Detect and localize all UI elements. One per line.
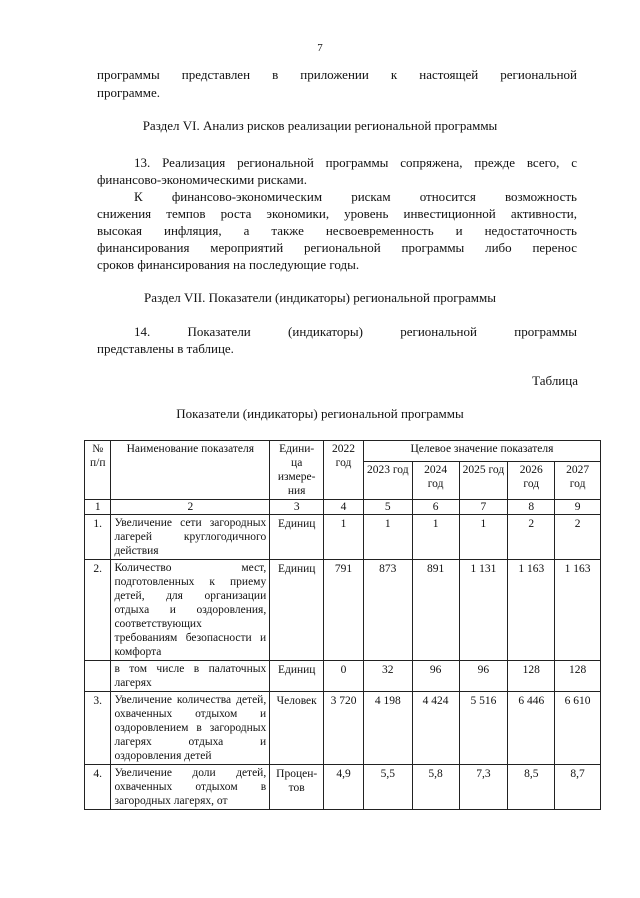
row-value: 7,3	[459, 765, 508, 810]
row-value: 1	[363, 515, 412, 560]
row-name: Увеличение количества детей, охваченных отдыхом и оздоровлением в загородных лагерях отдыха и оздоровления детей	[111, 692, 270, 765]
row-unit: Единиц	[270, 515, 324, 560]
column-index: 7	[459, 500, 508, 515]
header-num: № п/п	[85, 441, 111, 500]
row-name: Увеличение доли детей, охваченных отдыхом в загородных лагерях, от	[111, 765, 270, 810]
column-index: 1	[85, 500, 111, 515]
row-value: 96	[459, 661, 508, 692]
column-index: 8	[508, 500, 555, 515]
row-value: 0	[324, 661, 364, 692]
table-row	[85, 692, 601, 765]
column-index-row	[85, 500, 601, 515]
row-value: 6 446	[508, 692, 555, 765]
row-value: 1	[412, 515, 459, 560]
risk-line-2: снижения темпов роста экономики, уровень инвестиционной активности,	[97, 206, 577, 221]
row-num: 4.	[85, 765, 111, 810]
row-value: 5,8	[412, 765, 459, 810]
row-name: Увеличение сети загородных лагерей круглогодичного действия	[111, 515, 270, 560]
column-index: 2	[111, 500, 270, 515]
row-value: 1 131	[459, 560, 508, 661]
row-value: 1 163	[508, 560, 555, 661]
table-title: Показатели (индикаторы) региональной программы	[176, 406, 464, 421]
header-year: 2026 год	[508, 461, 555, 499]
row-value: 2	[508, 515, 555, 560]
row-value: 3 720	[324, 692, 364, 765]
row-num	[85, 661, 111, 692]
row-value: 1	[324, 515, 364, 560]
row-num: 3.	[85, 692, 111, 765]
page-number: 7	[317, 42, 323, 54]
header-base-year: 2022 год	[324, 441, 364, 500]
row-value: 873	[363, 560, 412, 661]
column-index: 3	[270, 500, 324, 515]
risk-line-3: высокая инфляция, а также несвоевременность и недостаточность	[97, 223, 577, 238]
paragraph-14-line-1: 14. Показатели (индикаторы) региональной программы	[134, 324, 577, 339]
column-index: 9	[555, 500, 601, 515]
row-unit: Процен- тов	[270, 765, 324, 810]
section-6-heading: Раздел VI. Анализ рисков реализации региональной программы	[142, 118, 498, 133]
row-value: 8,7	[555, 765, 601, 810]
row-unit: Человек	[270, 692, 324, 765]
row-value: 128	[508, 661, 555, 692]
table-row	[85, 661, 601, 692]
header-unit: Едини- ца измере- ния	[270, 441, 324, 500]
row-value: 128	[555, 661, 601, 692]
row-num: 2.	[85, 560, 111, 661]
row-value: 4,9	[324, 765, 364, 810]
section-7-heading: Раздел VII. Показатели (индикаторы) региональной программы	[144, 290, 496, 305]
header-year: 2025 год	[459, 461, 508, 499]
header-year: 2024 год	[412, 461, 459, 499]
row-num: 1.	[85, 515, 111, 560]
row-name: в том числе в палаточных лагерях	[111, 661, 270, 692]
intro-line-1: программы представлен в приложении к настоящей региональной	[97, 67, 577, 82]
row-unit: Единиц	[270, 560, 324, 661]
table-row	[85, 765, 601, 810]
row-value: 2	[555, 515, 601, 560]
row-name: Количество мест, подготовленных к приему детей, для организации отдыха и оздоровления, соответствующих требованиям безопасности и комфорта	[111, 560, 270, 661]
header-year: 2023 год	[363, 461, 412, 499]
column-index: 4	[324, 500, 364, 515]
row-value: 4 424	[412, 692, 459, 765]
table-row	[85, 515, 601, 560]
row-value: 5,5	[363, 765, 412, 810]
paragraph-13-line-2: финансово-экономическими рисками.	[97, 172, 307, 187]
row-value: 96	[412, 661, 459, 692]
column-index: 6	[412, 500, 459, 515]
row-value: 6 610	[555, 692, 601, 765]
header-year: 2027 год	[555, 461, 601, 499]
risk-line-1: К финансово-экономическим рискам относится возможность	[134, 189, 577, 204]
row-value: 5 516	[459, 692, 508, 765]
row-value: 32	[363, 661, 412, 692]
row-value: 4 198	[363, 692, 412, 765]
indicators-table	[84, 440, 601, 810]
row-value: 791	[324, 560, 364, 661]
row-value: 891	[412, 560, 459, 661]
intro-line-2: программе.	[97, 85, 161, 100]
row-value: 8,5	[508, 765, 555, 810]
row-value: 1	[459, 515, 508, 560]
row-unit: Единиц	[270, 661, 324, 692]
table-row	[85, 560, 601, 661]
paragraph-14-line-2: представлены в таблице.	[97, 341, 234, 356]
header-name: Наименование показателя	[111, 441, 270, 500]
row-value: 1 163	[555, 560, 601, 661]
column-index: 5	[363, 500, 412, 515]
risk-line-5: сроков финансирования на последующие годы.	[97, 257, 360, 272]
table-label: Таблица	[532, 373, 578, 388]
risk-line-4: финансирования мероприятий региональной программы либо перенос	[97, 240, 577, 255]
header-target: Целевое значение показателя	[363, 441, 600, 462]
paragraph-13-line-1: 13. Реализация региональной программы сопряжена, прежде всего, с	[134, 155, 577, 170]
